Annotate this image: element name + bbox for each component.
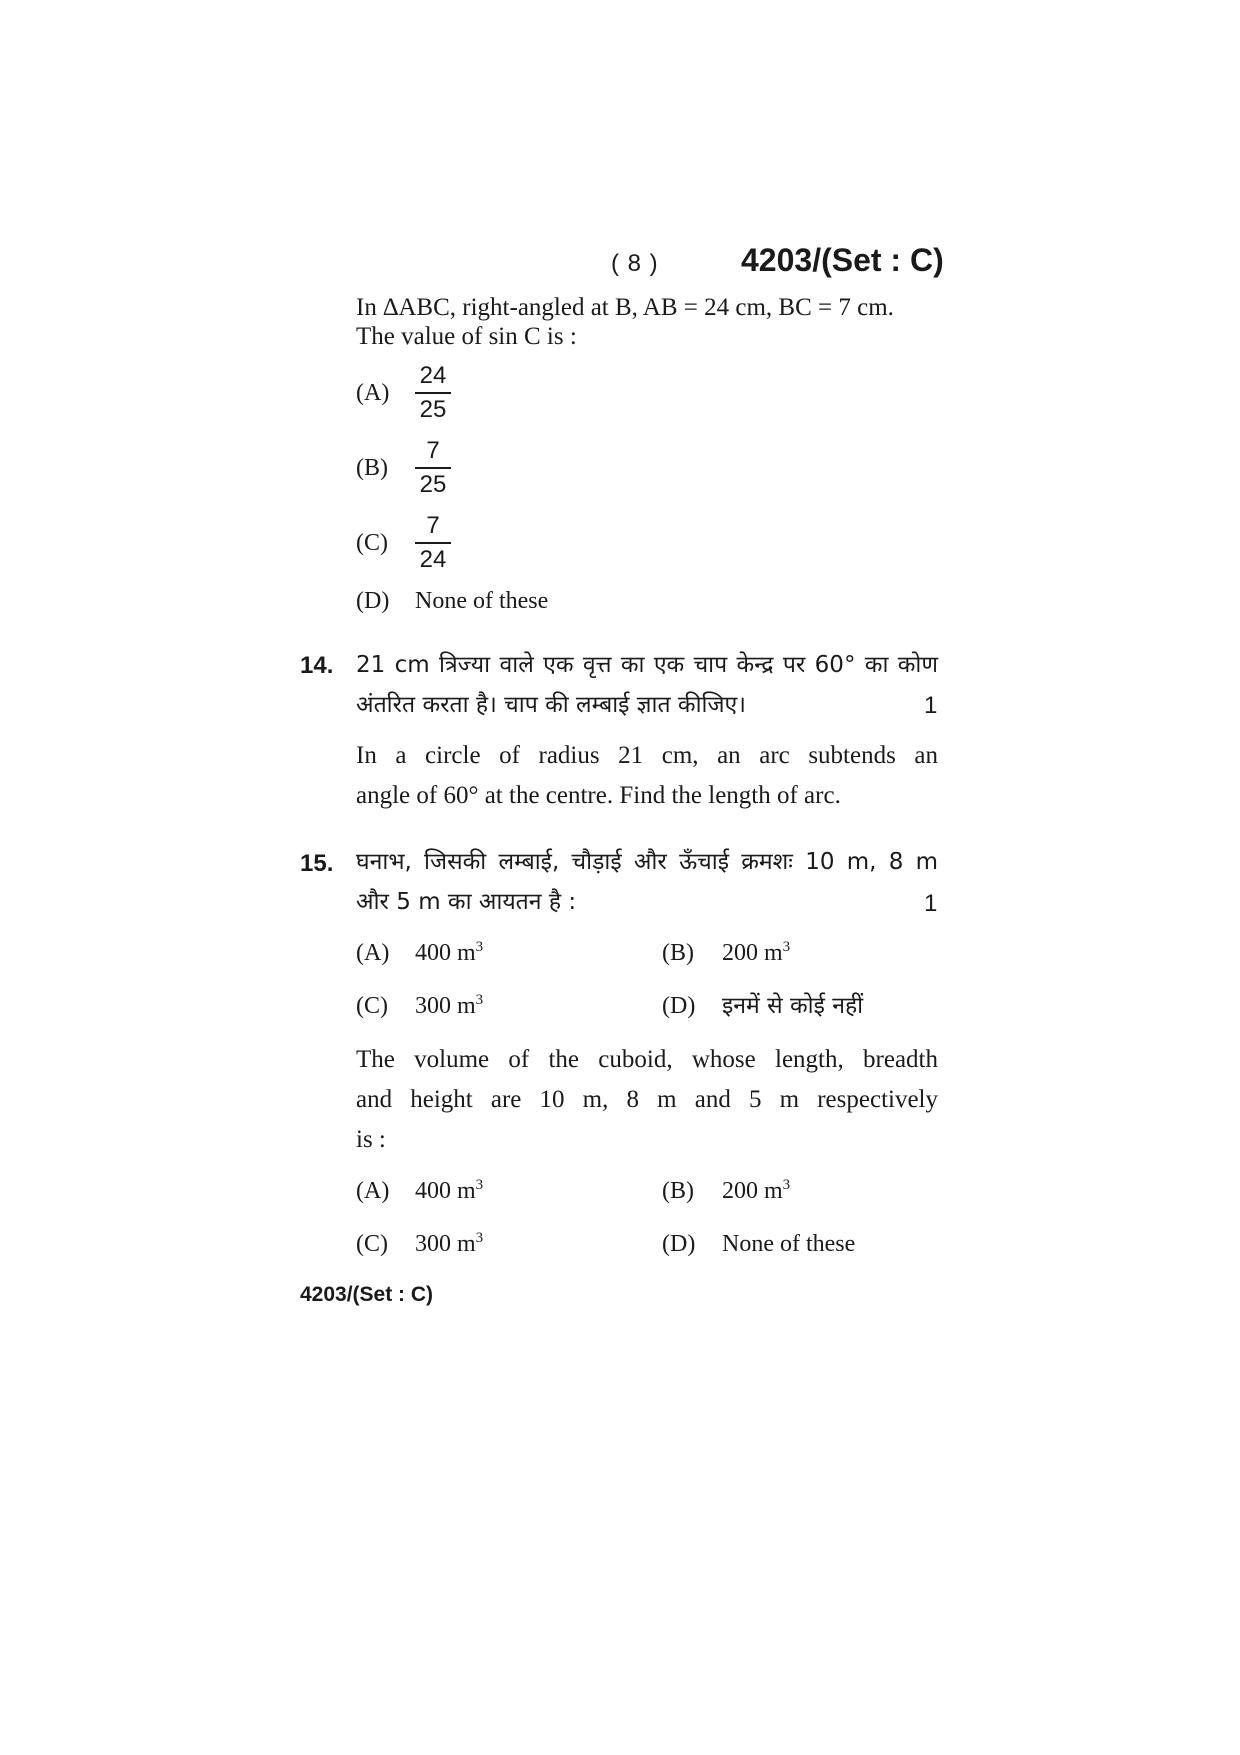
q15-marks: 1 — [924, 890, 938, 917]
paper-code-footer: 4203/(Set : C) — [300, 1283, 434, 1306]
q15-hindi-line1: घनाभ, जिसकी लम्बाई, चौड़ाई और ऊँचाई क्रमशः 10 m, 8 m — [356, 849, 938, 875]
q15-hindi-option-b-value: 200 $m^3$ — [722, 939, 791, 966]
q15-english-line3: is : — [356, 1126, 386, 1153]
q15-english-option-d-value: None of these — [722, 1231, 856, 1257]
fraction-denominator: 25 — [419, 471, 447, 498]
q15-english-line1: The volume of the cuboid, whose length, breadth — [356, 1046, 938, 1073]
q15-number: 15. — [300, 850, 334, 877]
fraction-denominator: 25 — [419, 396, 447, 423]
paper-code-header: 4203/(Set : C) — [741, 242, 944, 278]
fraction-numerator: 24 — [419, 362, 447, 389]
q15-english-option-b-label: (B) — [662, 1178, 694, 1204]
q15-hindi-option-d-label: (D) — [662, 993, 696, 1019]
q14-marks: 1 — [924, 692, 938, 719]
q15-hindi-option-d-value: इनमें से कोई नहीं — [722, 993, 864, 1019]
q14-hindi-line2: अंतरित करता है। चाप की लम्बाई ज्ञात कीजिए। — [356, 692, 746, 718]
q15-hindi-option-a-label: (A) — [356, 940, 390, 966]
fraction-denominator: 24 — [419, 546, 447, 573]
q13-option-b-label: (B) — [356, 455, 388, 481]
q13-stem-line1: In ∆ABC, right-angled at B, AB = 24 cm, BC = 7 cm. — [356, 294, 894, 321]
q13-option-a-label: (A) — [356, 380, 390, 406]
q13-option-c-fraction — [415, 513, 451, 573]
q15-english-option-c-label: (C) — [356, 1231, 388, 1257]
fraction-bar — [415, 467, 451, 469]
q14-english-line1: In a circle of radius 21 cm, an arc subtends an — [356, 742, 938, 769]
q15-hindi-option-c-label: (C) — [356, 993, 388, 1019]
q15-english-line2: and height are 10 m, 8 m and 5 m respectively — [356, 1086, 938, 1113]
q14-number: 14. — [300, 652, 334, 679]
page-number: ( 8 ) — [611, 250, 659, 277]
fraction-bar — [415, 542, 451, 544]
q15-hindi-option-a-value: 400 $m^3$ — [415, 939, 484, 966]
q13-option-b-fraction — [415, 438, 451, 498]
q13-option-d-label: (D) — [356, 588, 390, 614]
q15-hindi-option-c-value: 300 $m^3$ — [415, 992, 484, 1019]
q15-hindi-line2: और 5 m का आयतन है : — [356, 889, 577, 915]
fraction-bar — [415, 392, 451, 394]
q14-hindi-line1: 21 cm त्रिज्या वाले एक वृत्त का एक चाप केन्द्र पर 60° का कोण — [356, 652, 938, 678]
q15-english-option-a-label: (A) — [356, 1178, 390, 1204]
fraction-numerator: 7 — [426, 437, 440, 464]
q15-hindi-option-b-label: (B) — [662, 940, 694, 966]
q13-option-d-text: None of these — [415, 588, 549, 614]
q13-stem-line2: The value of sin C is : — [356, 323, 577, 350]
q15-english-option-a-value: 400 $m^3$ — [415, 1177, 484, 1204]
q15-english-option-d-label: (D) — [662, 1231, 696, 1257]
q13-option-a-fraction — [415, 363, 451, 423]
q14-english-line2: angle of 60° at the centre. Find the length of arc. — [356, 782, 841, 809]
q13-option-c-label: (C) — [356, 530, 388, 556]
q15-english-option-b-value: 200 $m^3$ — [722, 1177, 791, 1204]
fraction-numerator: 7 — [426, 512, 440, 539]
q15-english-option-c-value: 300 $m^3$ — [415, 1230, 484, 1257]
